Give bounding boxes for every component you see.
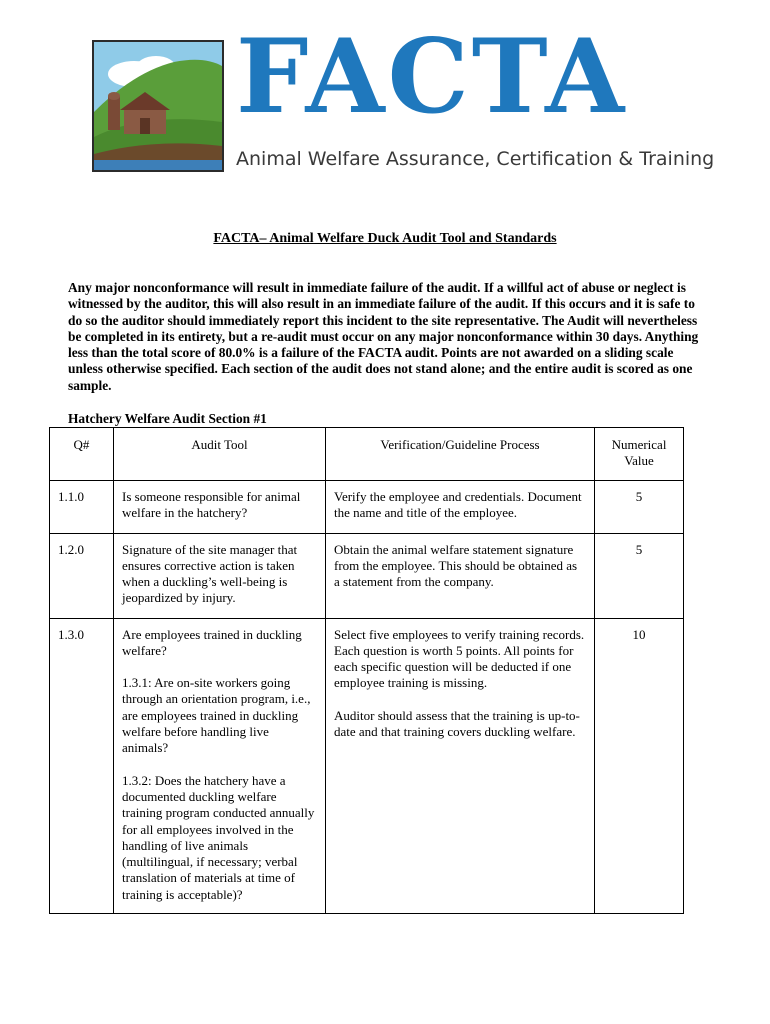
document-title: FACTA– Animal Welfare Duck Audit Tool and Standards (213, 231, 557, 246)
header-verification: Verification/Guideline Process (326, 428, 595, 481)
audit-tool-text: Signature of the site manager that ensures corrective action is taken when a duckling’s well-being is jeopardized by injury. (122, 541, 298, 606)
audit-tool-cell (114, 618, 326, 913)
guideline-text: Select five employees to verify training records. Each question is worth 5 points. All points for each specific question will be deducted if one employee training is missing. (334, 626, 585, 691)
brand-tagline: Animal Welfare Assurance, Certification & Training (236, 148, 715, 170)
table-header-row (50, 428, 684, 481)
audit-tool-subquestion: 1.3.1: Are on-site workers going through an orientation program, i.e., are employees trained in duckling welfare before handling live animals? (122, 675, 311, 756)
table-row (50, 533, 684, 618)
guideline-text: Verify the employee and credentials. Document the name and title of the employee. (334, 488, 582, 520)
intro-paragraph: Any major nonconformance will result in immediate failure of the audit. If a willful act of abuse or neglect is witnessed by the auditor, this will also result in an immediate failure of the audit. If this occurs and it is safe to do so the auditor should immediately report this incident to the site representative. The Audit will nevertheless be completed in its entirety, but a re-audit must occur on any major nonconformance within 30 days. Anything less than the total score of 80.0% is a failure of the FACTA audit. Points are not awarded on a sliding scale unless otherwise specified. Each section of the audit does not stand alone; and the entire audit is scored as one sample. (68, 280, 699, 393)
numerical-value: 10 (595, 618, 684, 913)
guideline-text: Auditor should assess that the training is up-to-date and that training covers duckling welfare. (334, 707, 580, 740)
guideline-cell (326, 480, 595, 533)
section-title: Hatchery Welfare Audit Section #1 (68, 411, 267, 426)
audit-tool-cell (114, 533, 326, 618)
header-audit-tool: Audit Tool (114, 428, 326, 481)
header-q-number: Q# (50, 428, 114, 481)
audit-tool-subquestion: 1.3.2: Does the hatchery have a documented duckling welfare training program conducted annually for all employees involved in the handling of live animals (multilingual, if necessary; verbal translation of materials at time of training is acceptable)? (122, 772, 315, 902)
numerical-value: 5 (595, 533, 684, 618)
question-number: 1.3.0 (50, 618, 114, 913)
farm-landscape-icon (92, 40, 224, 172)
numerical-value: 5 (595, 480, 684, 533)
table-row (50, 480, 684, 533)
guideline-text: Obtain the animal welfare statement signature from the employee. This should be obtained as a statement from the company. (334, 541, 578, 590)
facta-logo (92, 17, 715, 180)
audit-tool-text: Are employees trained in duckling welfare? (122, 626, 302, 658)
brand-wordmark: FACTA (236, 17, 628, 137)
table-row (50, 618, 684, 913)
audit-tool-cell (114, 480, 326, 533)
question-number: 1.1.0 (50, 480, 114, 533)
audit-table (49, 427, 684, 914)
guideline-cell (326, 618, 595, 913)
guideline-cell (326, 533, 595, 618)
question-number: 1.2.0 (50, 533, 114, 618)
audit-tool-text: Is someone responsible for animal welfare in the hatchery? (122, 488, 301, 520)
header-numerical-value: Numerical Value (595, 428, 684, 481)
